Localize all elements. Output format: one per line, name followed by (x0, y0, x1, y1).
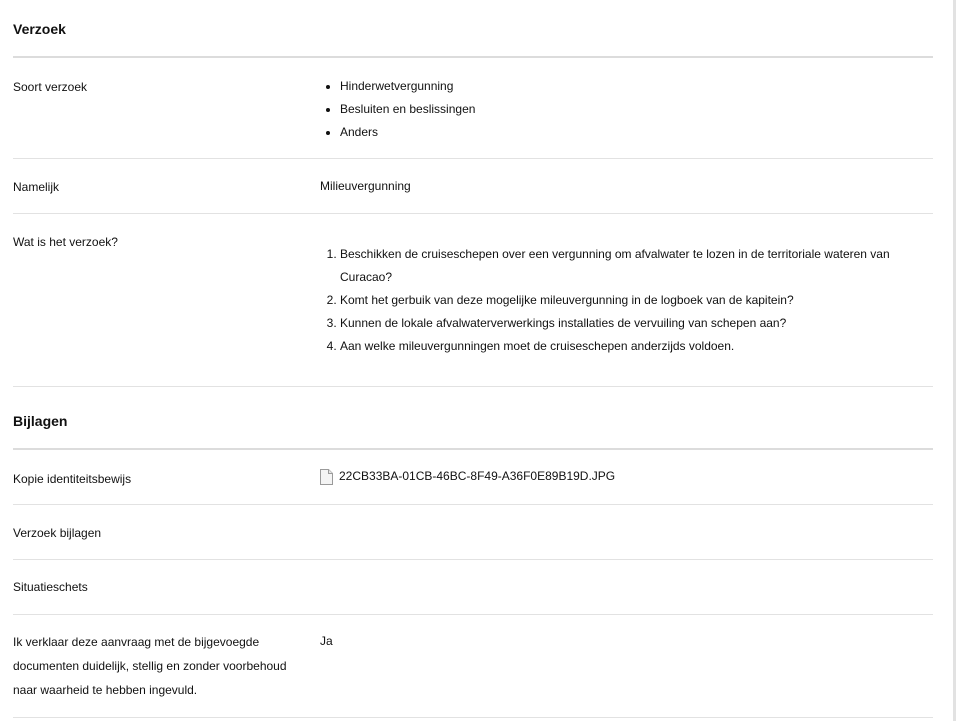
verzoek-questions-list (320, 243, 933, 358)
field-label: Wat is het verzoek? (13, 235, 118, 249)
field-label: Situatieschets (13, 580, 88, 594)
field-label: Kopie identiteitsbewijs (13, 472, 132, 486)
list-item: • Besluiten en beslissingen (340, 98, 933, 121)
field-label: Soort verzoek (13, 80, 88, 94)
section-bijlagen (13, 387, 933, 718)
row-verklaring (13, 615, 933, 718)
soort-verzoek-list (320, 75, 933, 144)
section-title-verzoek: Verzoek (13, 21, 66, 37)
row-soort-verzoek (13, 58, 933, 159)
list-item: 1. Beschikken de cruiseschepen over een vergunning om afvalwater te lozen in de territoriale wateren van Curacao? (340, 243, 933, 289)
list-item: • Anders (340, 121, 933, 144)
row-wat-is-het-verzoek (13, 214, 933, 387)
list-item: • Hinderwetvergunning (340, 75, 933, 98)
field-value (320, 75, 933, 158)
row-namelijk (13, 159, 933, 214)
file-icon (320, 469, 332, 484)
submission-summary (13, 0, 933, 718)
list-item: 4. Aan welke mileuvergunningen moet de cruiseschepen anderzijds voldoen. (340, 335, 933, 358)
attachment-file-name[interactable]: 22CB33BA-01CB-46BC-8F49-A36F0E89B19D.JPG (339, 469, 616, 483)
row-situatieschets (13, 560, 933, 615)
attachment-link[interactable] (320, 465, 933, 488)
list-item: 3. Kunnen de lokale afvalwaterverwerkings installaties de vervuiling van schepen aan? (340, 312, 933, 335)
row-kopie-identiteitsbewijs (13, 450, 933, 505)
field-label: Ik verklaar deze aanvraag met de bijgevoegde documenten duidelijk, stellig en zonder voorbehoud naar waarheid te hebben ingevuld. (13, 635, 287, 697)
field-value (320, 521, 933, 559)
section-title-bijlagen: Bijlagen (13, 413, 68, 429)
list-item: 2. Komt het gerbuik van deze mogelijke mileuvergunning in de logboek van de kapitein? (340, 289, 933, 312)
field-value: Ja (320, 634, 333, 648)
field-value: Milieuvergunning (320, 179, 411, 193)
field-label: Namelijk (13, 180, 60, 194)
field-value (320, 575, 933, 614)
field-value (320, 230, 933, 386)
row-verzoek-bijlagen (13, 505, 933, 560)
field-label: Verzoek bijlagen (13, 526, 102, 540)
field-value (320, 465, 933, 504)
section-verzoek (13, 0, 933, 387)
